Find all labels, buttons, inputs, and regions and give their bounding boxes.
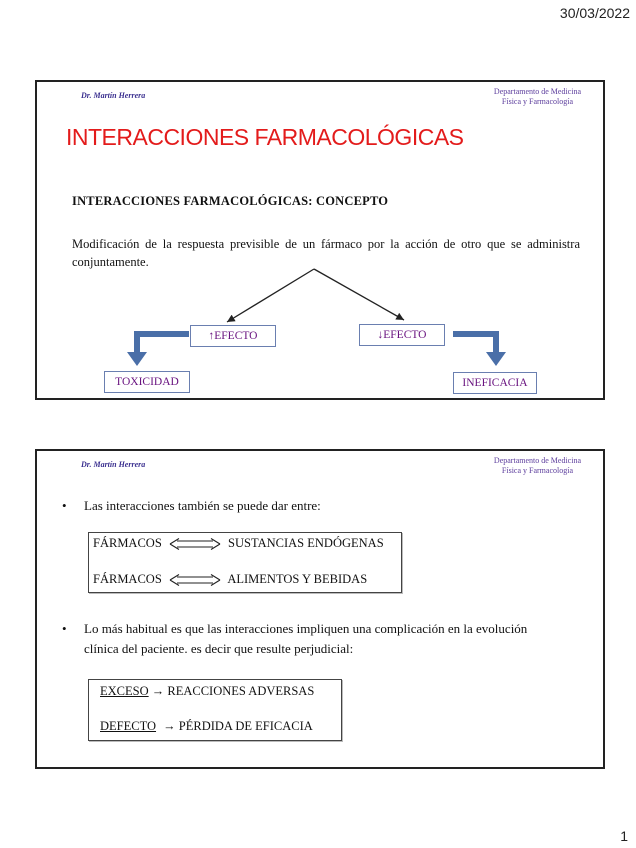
arrow-to-up-effect <box>227 269 314 322</box>
elbow-arrow-left <box>127 334 189 366</box>
slide-department <box>494 456 581 476</box>
definition-text: Modificación de la respuesta previsible de un fármaco por la acción de otro que se administra conjuntamente. <box>72 237 580 269</box>
slide-title: INTERACCIONES FARMACOLÓGICAS <box>66 124 464 150</box>
outcomes-box <box>88 679 342 741</box>
slide-author: Dr. Martín Herrera <box>81 91 146 100</box>
slide-author: Dr. Martín Herrera <box>81 460 146 469</box>
slide-subtitle: INTERACCIONES FARMACOLÓGICAS: CONCEPTO <box>72 194 389 208</box>
toxicity-box: TOXICIDAD <box>104 371 190 393</box>
defect-row <box>100 719 313 734</box>
arrow-to-down-effect <box>314 269 404 320</box>
pair-right: SUSTANCIAS ENDÓGENAS <box>228 536 384 550</box>
document-date: 30/03/2022 <box>559 5 630 21</box>
department-line-2: Física y Farmacología <box>501 466 573 475</box>
page-number: 1 <box>620 828 628 844</box>
excess-row <box>100 684 314 699</box>
elbow-arrow-right <box>453 334 506 366</box>
double-arrow-icon <box>169 538 221 550</box>
double-arrow-icon <box>169 574 221 586</box>
slide-1 <box>35 80 605 400</box>
pair-row-2 <box>93 572 367 587</box>
diagram-connectors <box>37 82 603 398</box>
pair-left: FÁRMACOS <box>93 536 162 550</box>
bullet-dot: • <box>62 498 67 513</box>
defect-result: → PÉRDIDA DE EFICACIA <box>163 719 313 733</box>
slide-2 <box>35 449 605 769</box>
bullet-text-line-1: Lo más habitual es que las interacciones impliquen una complicación en la evolución <box>84 621 528 636</box>
excess-result: → REACCIONES ADVERSAS <box>151 684 315 698</box>
down-effect-box: ↓EFECTO <box>359 324 445 346</box>
pair-left: FÁRMACOS <box>93 572 162 586</box>
bullet-text: Las interacciones también se puede dar entre: <box>84 498 321 513</box>
bullet-text-line-2: clínica del paciente. es decir que resulte perjudicial: <box>84 641 354 656</box>
pair-right: ALIMENTOS Y BEBIDAS <box>227 572 368 586</box>
excess-label: EXCESO <box>100 684 149 698</box>
department-line-1: Departamento de Medicina <box>493 456 581 465</box>
defect-label: DEFECTO <box>100 719 157 733</box>
up-effect-box: ↑EFECTO <box>190 325 276 347</box>
bullet-dot: • <box>62 621 67 636</box>
department-line-1: Departamento de Medicina <box>493 87 581 96</box>
inefficacy-box: INEFICACIA <box>453 372 537 394</box>
pair-row-1 <box>93 536 384 551</box>
department-line-2: Física y Farmacología <box>501 97 573 106</box>
pairs-box <box>88 532 402 593</box>
